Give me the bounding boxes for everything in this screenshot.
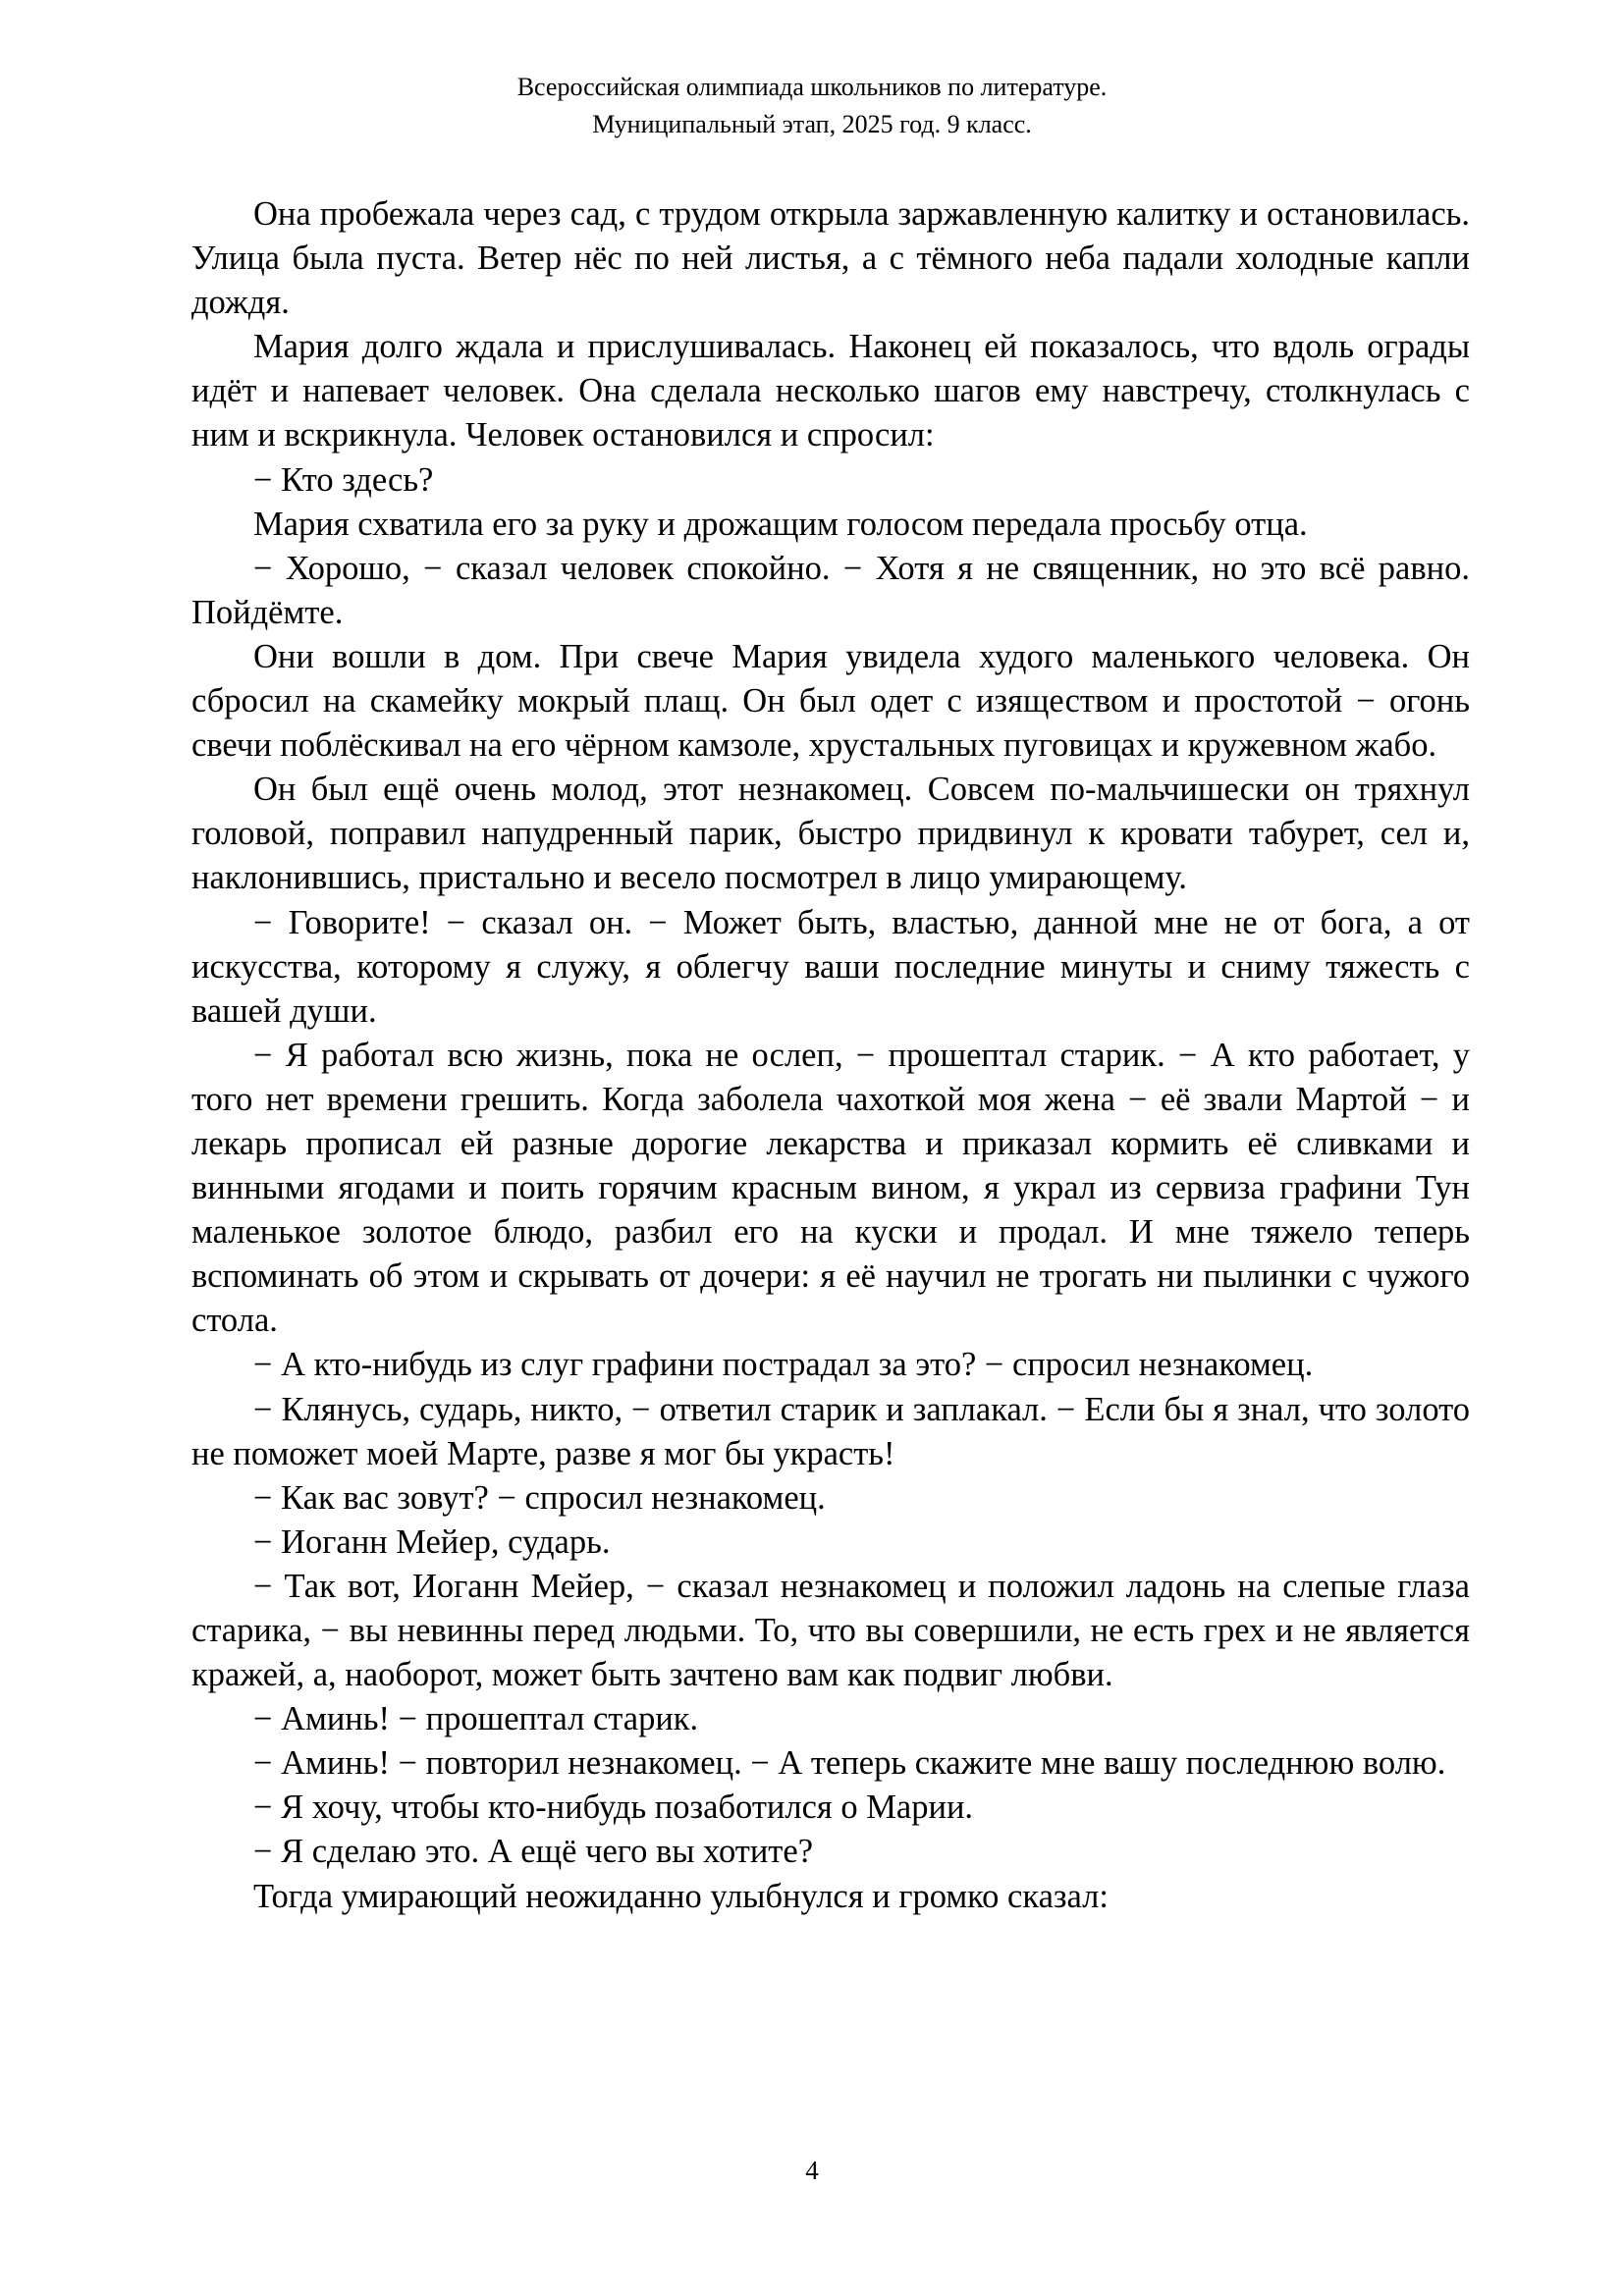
paragraph: Он был ещё очень молод, этот незнакомец. Совсем по-мальчишески он тряхнул головой, поправил напудренный парик, быстро придвинул к кровати табурет, сел и, наклонившись, пристально и весело посмотрел в лицо умирающему. bbox=[191, 771, 1470, 897]
dialogue-line: − Я хочу, чтобы кто-нибудь позаботился о Марии. bbox=[253, 1789, 974, 1827]
dialogue-line: − Хорошо, − сказал человек спокойно. − Хотя я не священник, но это всё равно. Пойдёмте. bbox=[191, 549, 1470, 631]
paragraph: Тогда умирающий неожиданно улыбнулся и громко сказал: bbox=[253, 1877, 1109, 1915]
dialogue-line: − Кто здесь? bbox=[253, 460, 434, 499]
dialogue-line: − Клянусь, сударь, никто, − ответил старик и заплакал. − Если бы я знал, что золото не поможет моей Марте, разве я мог бы украсть! bbox=[191, 1390, 1470, 1472]
header-stage-info: Муниципальный этап, 2025 год. 9 класс. bbox=[592, 110, 1032, 138]
dialogue-line: − Я сделаю это. А ещё чего вы хотите? bbox=[253, 1833, 814, 1871]
dialogue-line: − Так вот, Иоганн Мейер, − сказал незнакомец и положил ладонь на слепые глаза старика, − вы невинны перед людьми. То, что вы совершили, не есть грех и не является кражей, а, наоборот, может быть зачтено вам как подвиг любви. bbox=[191, 1567, 1470, 1694]
page-header bbox=[0, 69, 1624, 143]
dialogue-line: − Аминь! − повторил незнакомец. − А теперь скажите мне вашу последнюю волю. bbox=[253, 1744, 1446, 1783]
paragraph: Мария долго ждала и прислушивалась. Наконец ей показалось, что вдоль ограды идёт и напевает человек. Она сделала несколько шагов ему навстречу, столкнулась с ним и вскрикнула. Человек остановился и спросил: bbox=[191, 328, 1470, 454]
dialogue-line: − А кто-нибудь из слуг графини пострадал за это? − спросил незнакомец. bbox=[253, 1346, 1314, 1384]
dialogue-line: − Иоганн Мейер, сударь. bbox=[253, 1522, 611, 1561]
header-olympiad-title: Всероссийская олимпиада школьников по литературе. bbox=[516, 73, 1108, 101]
dialogue-line: − Я работал всю жизнь, пока не ослеп, − прошептал старик. − А кто работает, у того нет времени грешить. Когда заболела чахоткой моя жена − её звали Мартой − и лекарь прописал ей разные дорогие лекарства и приказал кормить её сливками и винными ягодами и поить горячим красным вином, я украл из сервиза графини Тун маленькое золотое блюдо, разбил его на куски и продал. И мне тяжело теперь вспоминать об этом и скрывать от дочери: я её научил не трогать ни пылинки с чужого стола. bbox=[191, 1036, 1470, 1340]
dialogue-line: − Аминь! − прошептал старик. bbox=[253, 1700, 699, 1738]
dialogue-line: − Говорите! − сказал он. − Может быть, властью, данной мне не от бога, а от искусства, которому я служу, я облегчу ваши последние минуты и сниму тяжесть с вашей души. bbox=[191, 903, 1470, 1030]
dialogue-line: − Как вас зовут? − спросил незнакомец. bbox=[253, 1478, 826, 1517]
page-number: 4 bbox=[805, 2156, 819, 2185]
paragraph: Мария схватила его за руку и дрожащим голосом передала просьбу отца. bbox=[253, 505, 1308, 543]
paragraph: Они вошли в дом. При свече Мария увидела худого маленького человека. Он сбросил на скамейку мокрый плащ. Он был одет с изяществом и простотой − огонь свечи поблёскивал на его чёрном камзоле, хрустальных пуговицах и кружевном жабо. bbox=[191, 637, 1470, 765]
story-text bbox=[191, 192, 1470, 1919]
paragraph: Она пробежала через сад, с трудом открыла заржавленную калитку и остановилась. Улица была пуста. Ветер нёс по ней листья, а с тёмного неба падали холодные капли дождя. bbox=[191, 195, 1470, 322]
